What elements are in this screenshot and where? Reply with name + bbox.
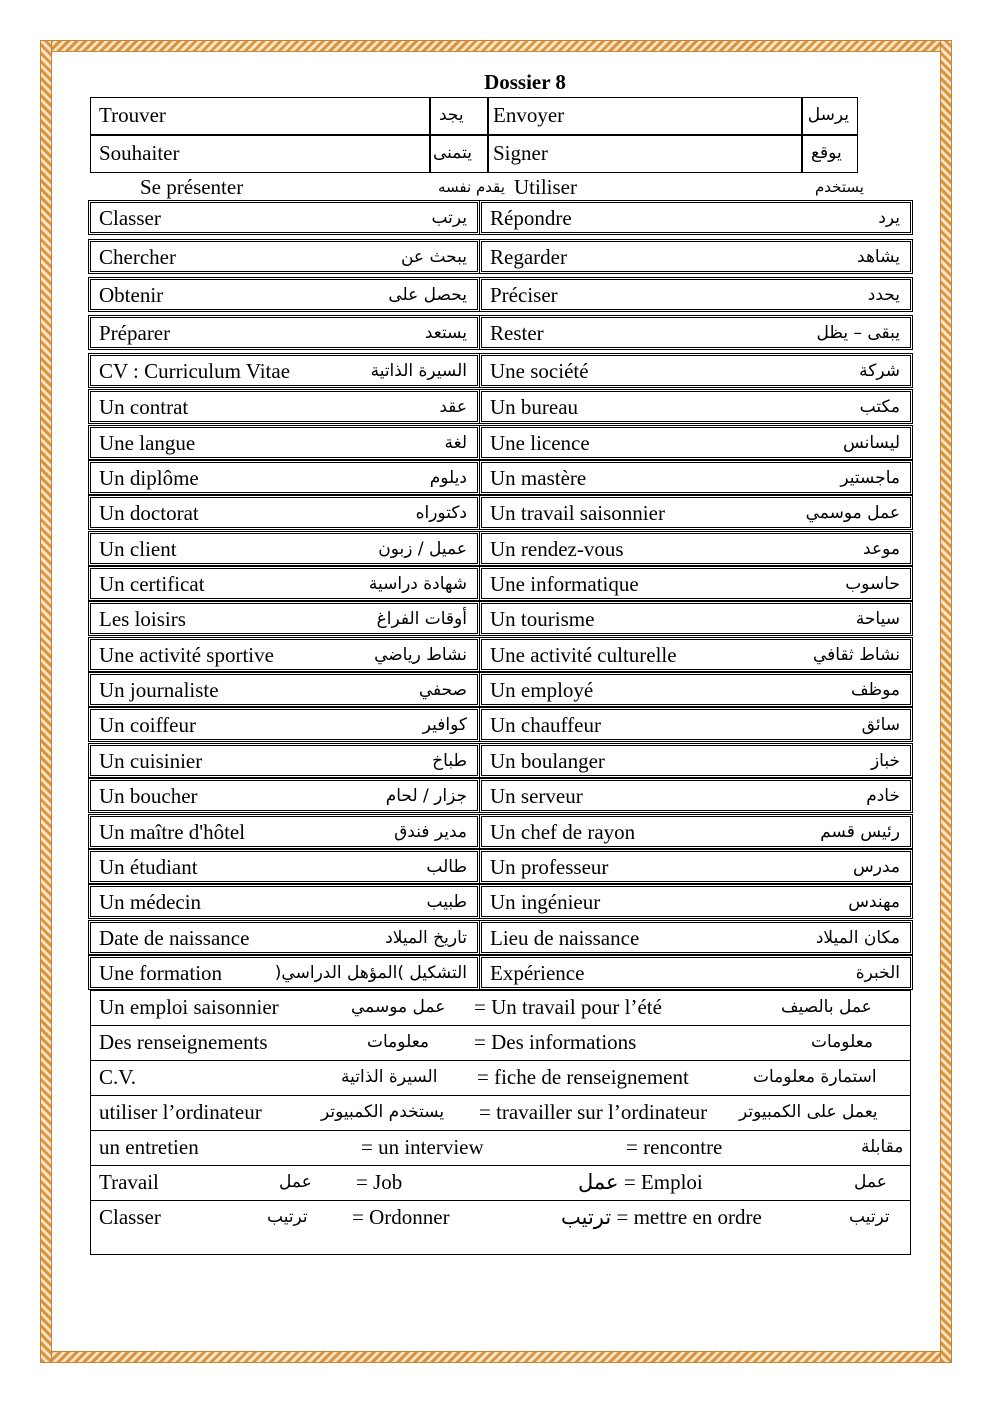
table-row — [91, 1201, 910, 1236]
vocab-cell — [481, 639, 911, 670]
syn-term: utiliser l’ordinateur — [99, 1100, 262, 1124]
syn-equivalent-ar: استمارة معلومات — [753, 1067, 877, 1087]
french-term: Une informatique — [490, 572, 639, 596]
arabic-translation: طالب — [426, 857, 467, 877]
cell-fr: Signer — [488, 135, 802, 173]
french-term: Classer — [99, 206, 161, 230]
vocab-cell — [481, 202, 911, 233]
arabic-translation: مكتب — [859, 397, 900, 417]
arabic-translation: التشكيل )المؤهل الدراسي( — [274, 963, 467, 983]
arabic-translation: كوافير — [422, 715, 467, 735]
french-term: Un doctorat — [99, 501, 199, 525]
vocab-cell — [481, 462, 911, 493]
arabic-translation: يرتب — [431, 208, 467, 228]
vocab-cell — [90, 355, 478, 386]
arabic-translation: رئيس قسم — [820, 822, 900, 842]
vocab-cell — [90, 816, 478, 847]
arabic-translation: مكان الميلاد — [815, 928, 900, 948]
vocab-cell — [481, 355, 911, 386]
syn-equivalent: = travailler sur l’ordinateur — [479, 1100, 708, 1124]
arabic-translation: نشاط ثقافي — [812, 645, 900, 665]
table-row — [91, 1061, 910, 1096]
arabic-translation: مدرس — [853, 857, 900, 877]
syn-term: Travail — [99, 1170, 159, 1194]
syn-equivalent-ar: عمل بالصيف — [781, 997, 872, 1017]
vocab-cell — [481, 427, 911, 458]
syn-equivalent-ar: ترتيب — [849, 1207, 890, 1227]
arabic-translation: سياحة — [855, 609, 900, 629]
vocab-cell — [481, 241, 911, 272]
syn-equivalent: = Des informations — [474, 1030, 637, 1054]
arabic-translation: عمل موسمي — [805, 503, 900, 523]
table-row — [91, 1131, 910, 1166]
vocab-cell — [90, 674, 478, 705]
vocab-cell — [481, 603, 911, 634]
french-term: Un coiffeur — [99, 713, 196, 737]
vocab-cell — [481, 886, 911, 917]
vocab-cell — [90, 886, 478, 917]
french-term: Un rendez-vous — [490, 537, 624, 561]
french-term: Date de naissance — [99, 926, 250, 950]
french-term: Un bureau — [490, 395, 579, 419]
french-term: Un contrat — [99, 395, 189, 419]
decorative-border-bottom — [40, 1351, 952, 1363]
arabic-translation: نشاط رياضي — [374, 645, 467, 665]
decorative-border-left — [40, 40, 52, 1363]
arabic-translation: تاريخ الميلاد — [385, 928, 467, 948]
arabic-translation: سائق — [861, 715, 900, 735]
vocab-cell — [481, 816, 911, 847]
arabic-translation: طبيب — [426, 892, 467, 912]
french-term: Un boulanger — [490, 749, 605, 773]
vocab-cell — [90, 202, 478, 233]
french-term: Un certificat — [99, 572, 205, 596]
french-term: Un étudiant — [99, 855, 198, 879]
french-term: Obtenir — [99, 283, 164, 307]
vocab-cell — [90, 533, 478, 564]
french-term: Un mastère — [490, 466, 587, 490]
cell-ar: يتمنى — [430, 135, 488, 173]
vocab-cell — [90, 279, 478, 310]
vocab-cell — [481, 709, 911, 740]
vocab-cell — [481, 568, 911, 599]
french-term: Lieu de naissance — [490, 926, 640, 950]
vocab-cell — [481, 674, 911, 705]
arabic-translation: مدير فندق — [394, 822, 467, 842]
french-term: Préparer — [99, 321, 171, 345]
arabic-translation: موعد — [863, 539, 900, 559]
arabic-translation: عميل / زبون — [378, 539, 467, 559]
vocab-cell — [90, 427, 478, 458]
vocab-cell — [90, 780, 478, 811]
vocab-cell — [90, 462, 478, 493]
french-term: Regarder — [490, 245, 567, 269]
french-term: Un professeur — [490, 855, 609, 879]
syn-equivalent-ar: عمل — [854, 1172, 887, 1192]
syn-equivalent-ar: معلومات — [811, 1032, 874, 1052]
arabic-translation: جزار / لحام — [385, 786, 467, 806]
syn-equivalent: عمل = Emploi — [578, 1170, 703, 1194]
syn-term-ar: معلومات — [367, 1032, 430, 1052]
french-term: Un ingénieur — [490, 890, 601, 914]
french-term: Expérience — [490, 961, 585, 985]
french-term: Un travail saisonnier — [490, 501, 665, 525]
arabic-translation: أوقات الفراغ — [376, 609, 467, 629]
vocab-cell — [481, 851, 911, 882]
cell-fr: Envoyer — [488, 97, 802, 135]
french-term: Une langue — [99, 431, 196, 455]
arabic-translation: موظف — [850, 680, 900, 700]
french-term: Répondre — [490, 206, 572, 230]
vocab-cell — [481, 391, 911, 422]
syn-term: un entretien — [99, 1135, 199, 1159]
vocab-cell — [90, 603, 478, 634]
vocab-cell — [481, 922, 911, 953]
arabic-translation: دكتوراه — [415, 503, 467, 523]
french-term: Un employé — [490, 678, 594, 702]
arabic-translation: صحفي — [418, 680, 467, 700]
french-term: Une formation — [99, 961, 223, 985]
arabic-translation: مهندس — [848, 892, 900, 912]
arabic-translation: يبقى – يظل — [816, 323, 900, 343]
syn-term: C.V. — [99, 1065, 136, 1089]
arabic-translation: عقد — [439, 397, 467, 417]
vocab-cell — [481, 957, 911, 988]
french-term: Un journaliste — [99, 678, 219, 702]
vocab-cell — [90, 639, 478, 670]
french-term: Un tourisme — [490, 607, 595, 631]
vocab-cell — [90, 317, 478, 348]
vocab-cell — [90, 391, 478, 422]
french-term: Un chauffeur — [490, 713, 601, 737]
syn-term-ar: عمل موسمي — [351, 997, 446, 1017]
vocab-cell — [90, 497, 478, 528]
arabic-translation: يحدد — [867, 285, 900, 305]
decorative-border-top — [40, 40, 952, 52]
decorative-border-right — [940, 40, 952, 1363]
arabic-translation: لغة — [444, 433, 467, 453]
french-term: Un diplôme — [99, 466, 199, 490]
vocab-cell — [481, 780, 911, 811]
vocab-cell — [481, 745, 911, 776]
free-line-fr: Se présenter — [140, 175, 244, 199]
cell-ar: يوقع — [802, 135, 858, 173]
syn-equivalent: = Ordonner — [352, 1205, 450, 1229]
french-term: Une activité sportive — [99, 643, 274, 667]
french-term: Un client — [99, 537, 177, 561]
cell-ar: يجد — [430, 97, 488, 135]
arabic-translation: خادم — [866, 786, 900, 806]
vocab-cell — [481, 317, 911, 348]
french-term: Une activité culturelle — [490, 643, 677, 667]
vocab-cell — [481, 279, 911, 310]
french-term: Un serveur — [490, 784, 583, 808]
arabic-translation: ليسانس — [842, 433, 900, 453]
arabic-translation: الخبرة — [855, 963, 900, 983]
syn-term-ar: ترتيب — [267, 1207, 308, 1227]
arabic-translation: حاسوب — [845, 574, 900, 594]
syn-term-ar: السيرة الذاتية — [341, 1067, 438, 1087]
vocab-cell — [90, 957, 478, 988]
french-term: Une société — [490, 359, 589, 383]
french-term: Un boucher — [99, 784, 198, 808]
french-term: Un médecin — [99, 890, 202, 914]
vocab-cell — [90, 922, 478, 953]
arabic-translation: السيرة الذاتية — [370, 361, 467, 381]
arabic-translation: يحصل على — [388, 285, 467, 305]
vocab-cell — [90, 851, 478, 882]
arabic-translation: يشاهد — [857, 247, 900, 267]
syn-equivalent: = un interview — [361, 1135, 484, 1159]
syn-term-ar: عمل — [279, 1172, 312, 1192]
free-line-fr2: Utiliser — [514, 175, 577, 199]
syn-equivalent: = rencontre — [626, 1135, 723, 1159]
arabic-translation: يبحث عن — [400, 247, 467, 267]
page-title: Dossier 8 — [484, 70, 566, 94]
french-term: CV : Curriculum Vitae — [99, 359, 291, 383]
syn-equivalent: = Job — [356, 1170, 403, 1194]
arabic-translation: يرد — [878, 208, 900, 228]
french-term: Préciser — [490, 283, 558, 307]
arabic-translation: يستعد — [424, 323, 467, 343]
cell-fr: Souhaiter — [90, 135, 430, 173]
cell-ar: يرسل — [802, 97, 858, 135]
arabic-translation: خباز — [870, 751, 900, 771]
french-term: Un chef de rayon — [490, 820, 636, 844]
vocab-cell — [90, 709, 478, 740]
french-term: Chercher — [99, 245, 176, 269]
vocab-cell — [481, 533, 911, 564]
syn-term: Un emploi saisonnier — [99, 995, 279, 1019]
arabic-translation: ماجستير — [840, 468, 900, 488]
cell-fr: Trouver — [90, 97, 430, 135]
syn-equivalent-ar: يعمل على الكمبيوتر — [739, 1102, 878, 1122]
arabic-translation: طباخ — [432, 751, 467, 771]
table-row — [91, 1026, 910, 1061]
arabic-translation: شهادة دراسية — [368, 574, 467, 594]
french-term: Un maître d'hôtel — [99, 820, 246, 844]
arabic-translation: ديلوم — [429, 468, 467, 488]
syn-term: Classer — [99, 1205, 161, 1229]
french-term: Une licence — [490, 431, 590, 455]
free-line-ar: يقدم نفسه — [438, 178, 505, 196]
syn-term: Des renseignements — [99, 1030, 268, 1054]
vocab-cell — [90, 568, 478, 599]
arabic-translation: شركة — [859, 361, 900, 381]
table-row — [91, 1166, 910, 1201]
syn-equivalent: = fiche de renseignement — [477, 1065, 689, 1089]
french-term: Rester — [490, 321, 544, 345]
french-term: Un cuisinier — [99, 749, 203, 773]
syn-term-ar: يستخدم الكمبيوتر — [321, 1102, 445, 1122]
free-line-ar2: يستخدم — [815, 178, 864, 196]
table-row — [91, 991, 910, 1026]
french-term: Les loisirs — [99, 607, 186, 631]
syn-equivalent-ar: مقابلة — [861, 1137, 904, 1157]
table-row — [91, 1096, 910, 1131]
vocab-cell — [90, 241, 478, 272]
syn-equivalent: ترتيب = mettre en ordre — [561, 1205, 762, 1229]
synonyms-table — [90, 990, 911, 1255]
vocab-cell — [90, 745, 478, 776]
vocab-cell — [481, 497, 911, 528]
syn-equivalent: = Un travail pour l’été — [474, 995, 662, 1019]
